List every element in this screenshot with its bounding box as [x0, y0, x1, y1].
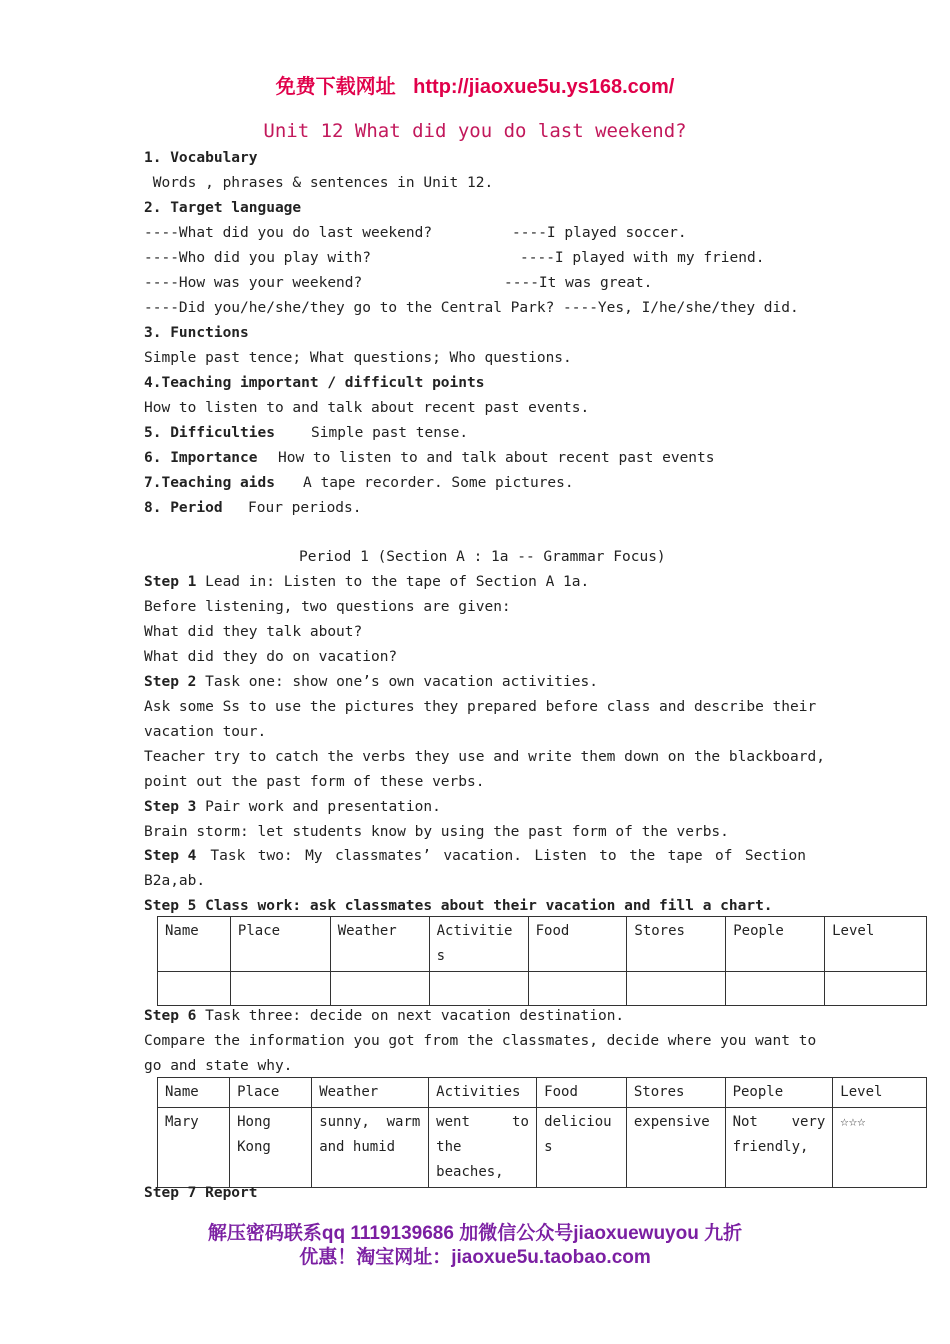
table-cell: sunny, warm and humid	[312, 1108, 429, 1188]
section-1-heading: 1. Vocabulary	[144, 150, 258, 166]
step-6	[144, 1006, 624, 1026]
section-4-heading: 4.Teaching important / difficult points	[144, 375, 485, 391]
column-header: People	[725, 1078, 833, 1108]
dialog-question: ----Did you/he/she/they go to the Central Park?	[144, 300, 555, 316]
dialog-answer: ----Yes, I/he/she/they did.	[563, 300, 799, 316]
column-header: Weather	[312, 1078, 429, 1108]
column-header: Food	[537, 1078, 627, 1108]
section-8-heading: 8. Period	[144, 500, 223, 516]
section-6-body: How to listen to and talk about recent past events	[278, 450, 715, 466]
column-header: People	[726, 917, 825, 972]
step-label: Step 6	[144, 1008, 197, 1024]
table-cell: deliciou s	[537, 1108, 627, 1188]
column-header: Activitie s	[429, 917, 528, 972]
page-title: Unit 12 What did you do last weekend?	[263, 120, 687, 142]
header-banner	[0, 70, 950, 99]
step-3	[144, 797, 441, 817]
step-1-line: What did they do on vacation?	[144, 649, 398, 665]
step-4-line: B2a,ab.	[144, 873, 206, 889]
dialog-answer: ----It was great.	[504, 275, 653, 291]
column-header: Place	[230, 1078, 312, 1108]
dialog-question: ----What did you do last weekend?	[144, 225, 433, 241]
step-2-line: point out the past form of these verbs.	[144, 774, 485, 790]
step-text: Task two: My classmates’ vacation. Listen to the tape of Section	[210, 848, 806, 864]
step-3-line: Brain storm: let students know by using the past form of the verbs.	[144, 824, 729, 840]
step-label: Step 1	[144, 574, 197, 590]
step-1-line: What did they talk about?	[144, 624, 363, 640]
empty-cell[interactable]	[627, 972, 726, 1006]
download-url-link[interactable]: http://jiaoxue5u.ys168.com/	[413, 76, 675, 98]
column-header: Level	[825, 917, 927, 972]
empty-cell[interactable]	[726, 972, 825, 1006]
table-cell: Hong Kong	[230, 1108, 312, 1188]
column-header: Level	[833, 1078, 927, 1108]
step-2-line: Teacher try to catch the verbs they use and write them down on the blackboard,	[144, 749, 825, 765]
step-6-line: Compare the information you got from the classmates, decide where you want to	[144, 1033, 817, 1049]
empty-cell[interactable]	[230, 972, 330, 1006]
footer-contact: 解压密码联系qq 1119139686 加微信公众号jiaoxuewuyou 九折	[207, 1223, 743, 1244]
empty-cell[interactable]	[330, 972, 429, 1006]
column-header: Stores	[627, 917, 726, 972]
rating-stars: ☆☆☆	[833, 1108, 927, 1188]
step-1-line: Before listening, two questions are given:	[144, 599, 511, 615]
table-cell: Mary	[158, 1108, 230, 1188]
table-cell: Not very friendly,	[725, 1108, 833, 1188]
column-header: Activities	[429, 1078, 537, 1108]
section-4-body: How to listen to and talk about recent past events.	[144, 400, 590, 416]
dialog-answer: ----I played soccer.	[512, 225, 687, 241]
dialog-answer: ----I played with my friend.	[520, 250, 765, 266]
step-label: Step 4	[144, 848, 197, 864]
table-cell: went to the beaches,	[429, 1108, 537, 1188]
dialog-question: ----How was your weekend?	[144, 275, 363, 291]
section-2-heading: 2. Target language	[144, 200, 302, 216]
step-text: Task three: decide on next vacation destination.	[196, 1008, 625, 1024]
step-text: Lead in: Listen to the tape of Section A 1a.	[196, 574, 590, 590]
step-5: Step 5 Class work: ask classmates about their vacation and fill a chart.	[144, 898, 773, 914]
step-4	[144, 846, 806, 866]
section-3-body: Simple past tence; What questions; Who questions.	[144, 350, 572, 366]
step-text: Task one: show one’s own vacation activities.	[196, 674, 598, 690]
section-3-heading: 3. Functions	[144, 325, 249, 341]
step-6-line: go and state why.	[144, 1058, 293, 1074]
dialog-question: ----Who did you play with?	[144, 250, 371, 266]
empty-cell[interactable]	[825, 972, 927, 1006]
step-label: Step 2	[144, 674, 197, 690]
section-1-body: Words , phrases & sentences in Unit 12.	[144, 175, 494, 191]
step-label: Step 3	[144, 799, 197, 815]
step-7: Step 7 Report	[144, 1185, 258, 1201]
column-header: Name	[158, 1078, 230, 1108]
step-text: Pair work and presentation.	[196, 799, 441, 815]
empty-cell[interactable]	[429, 972, 528, 1006]
section-5-body: Simple past tense.	[311, 425, 469, 441]
empty-cell[interactable]	[158, 972, 231, 1006]
column-header: Weather	[330, 917, 429, 972]
section-5-heading: 5. Difficulties	[144, 425, 275, 441]
section-8-body: Four periods.	[248, 500, 362, 516]
free-download-label: 免费下载网址	[275, 76, 396, 98]
vacation-destination-table	[157, 1077, 927, 1188]
step-2-line: vacation tour.	[144, 724, 267, 740]
step-2	[144, 672, 598, 692]
vacation-chart-blank	[157, 916, 927, 1006]
column-header: Stores	[626, 1078, 725, 1108]
step-1	[144, 572, 589, 592]
section-7-heading: 7.Teaching aids	[144, 475, 275, 491]
table-cell: expensive	[626, 1108, 725, 1188]
column-header: Name	[158, 917, 231, 972]
column-header: Food	[528, 917, 627, 972]
step-2-line: Ask some Ss to use the pictures they prepared before class and describe their	[144, 699, 817, 715]
empty-cell[interactable]	[528, 972, 627, 1006]
section-7-body: A tape recorder. Some pictures.	[303, 475, 574, 491]
column-header: Place	[230, 917, 330, 972]
footer-shop: 优惠！淘宝网址：jiaoxue5u.taobao.com	[299, 1247, 651, 1268]
section-6-heading: 6. Importance	[144, 450, 258, 466]
period-title: Period 1 (Section A : 1a -- Grammar Focus)	[299, 549, 666, 565]
